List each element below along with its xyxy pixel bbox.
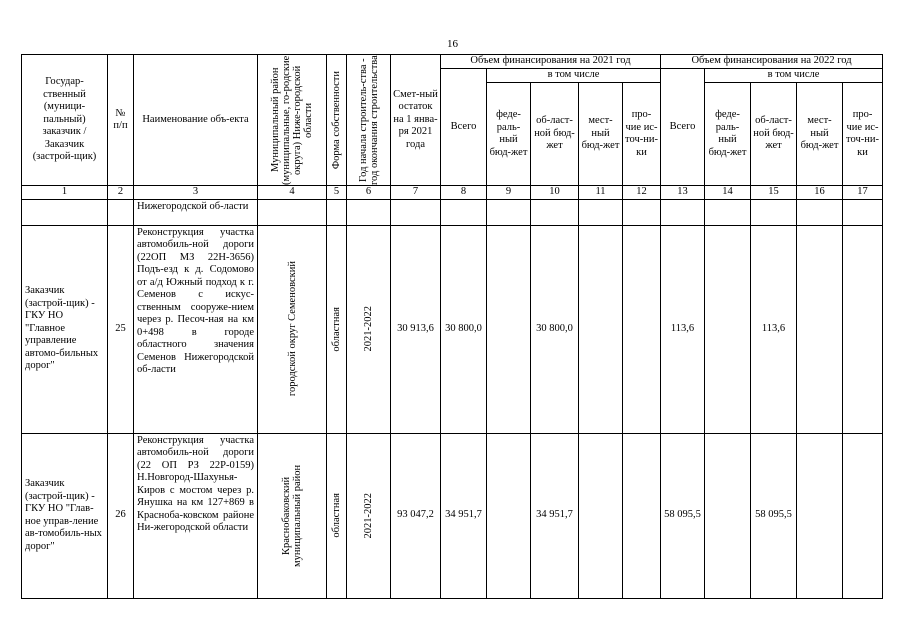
object-name-cell: Нижегородской об-ласти: [134, 199, 258, 225]
header-incl-2021: в том числе: [487, 69, 661, 83]
object-name-cell: Реконструкция участка автомобиль-ной дороги (22ОП МЗ 22Н-3656) Подъ-езд к д. Содомово от а/д Южный подход к г. Семенов с искус-ственным сооруже-нием через р. Песоч-ная на км 0+498 в городе областного значения Семенов Нижегородской об-ласти: [134, 225, 258, 433]
column-number: 2: [108, 186, 134, 200]
column-number: 6: [347, 186, 391, 200]
years-cell: 2021-2022: [347, 433, 391, 598]
column-number: 15: [751, 186, 797, 200]
balance-cell: 93 047,2: [391, 433, 441, 598]
total-2021-cell: 30 800,0: [441, 225, 487, 433]
header-customer: Государ-ственный (муници-пальный) заказчик / Заказчик (застрой-щик): [22, 55, 108, 186]
column-number: 14: [705, 186, 751, 200]
header-federal-2022: феде-раль-ный бюд-жет: [705, 83, 751, 186]
header-object-name: Наименование объ-екта: [134, 55, 258, 186]
federal-2021-cell: [487, 433, 531, 598]
district-cell: городской округ Семеновский: [258, 225, 327, 433]
regional-2021-cell: 30 800,0: [531, 225, 579, 433]
ownership-cell: областная: [327, 225, 347, 433]
customer-cell: Заказчик (застрой-щик) - ГКУ НО "Главное управление автомо-бильных дорог": [22, 225, 108, 433]
header-estimated-balance: Смет-ный остаток на 1 янва-ря 2021 года: [391, 55, 441, 186]
financing-table: [21, 54, 883, 599]
header-municipal-district: Муниципальный район (муниципальные, го-родские округа) Ниже-городской области: [258, 55, 327, 186]
continuation-row: [22, 199, 883, 225]
column-number: 4: [258, 186, 327, 200]
federal-2022-cell: [705, 433, 751, 598]
other-2022-cell: [843, 225, 883, 433]
column-number: 8: [441, 186, 487, 200]
header-local-2022: мест-ный бюд-жет: [797, 83, 843, 186]
header-federal-2021: феде-раль-ный бюд-жет: [487, 83, 531, 186]
district-cell: Краснобаковский муниципальный район: [258, 433, 327, 598]
balance-cell: 30 913,6: [391, 225, 441, 433]
federal-2021-cell: [487, 225, 531, 433]
regional-2022-cell: 58 095,5: [751, 433, 797, 598]
table-row: [22, 433, 883, 598]
column-number: 5: [327, 186, 347, 200]
other-2021-cell: [623, 225, 661, 433]
federal-2022-cell: [705, 225, 751, 433]
ownership-cell: областная: [327, 433, 347, 598]
header-regional-2021: об-ласт-ной бюд-жет: [531, 83, 579, 186]
header-financing-2021: Объем финансирования на 2021 год: [441, 55, 661, 69]
local-2022-cell: [797, 433, 843, 598]
header-regional-2022: об-ласт-ной бюд-жет: [751, 83, 797, 186]
years-cell: 2021-2022: [347, 225, 391, 433]
local-2022-cell: [797, 225, 843, 433]
customer-cell: Заказчик (застрой-щик) - ГКУ НО "Глав-ное управ-ление ав-томобиль-ных дорог": [22, 433, 108, 598]
header-financing-2022: Объем финансирования на 2022 год: [661, 55, 883, 69]
other-2021-cell: [623, 433, 661, 598]
page-number: 16: [447, 38, 458, 50]
table-row: [22, 225, 883, 433]
total-2021-cell: 34 951,7: [441, 433, 487, 598]
header-other-2021: про-чие ис-точ-ни-ки: [623, 83, 661, 186]
num-cell: 25: [108, 225, 134, 433]
column-number: 7: [391, 186, 441, 200]
header-local-2021: мест-ный бюд-жет: [579, 83, 623, 186]
object-name-cell: Реконструкция участка автомобиль-ной дороги (22 ОП РЗ 22Р-0159) Н.Новгород-Шахунья-Киров с мостом через р. Янушка на км 127+869 в Краснoба-ковском районе Ни-жегородской области: [134, 433, 258, 598]
header-num: № п/п: [108, 55, 134, 186]
regional-2022-cell: 113,6: [751, 225, 797, 433]
other-2022-cell: [843, 433, 883, 598]
header-incl-2022: в том числе: [705, 69, 883, 83]
column-number: 12: [623, 186, 661, 200]
column-number: 9: [487, 186, 531, 200]
total-2022-cell: 113,6: [661, 225, 705, 433]
header-total-2022: Всего: [661, 69, 705, 186]
header-ownership: Форма собственности: [327, 55, 347, 186]
column-number: 10: [531, 186, 579, 200]
column-number: 16: [797, 186, 843, 200]
header-total-2021: Всего: [441, 69, 487, 186]
local-2021-cell: [579, 225, 623, 433]
total-2022-cell: 58 095,5: [661, 433, 705, 598]
regional-2021-cell: 34 951,7: [531, 433, 579, 598]
column-number: 13: [661, 186, 705, 200]
num-cell: 26: [108, 433, 134, 598]
header-years: Год начала строитель-ства - год окончания строительства: [347, 55, 391, 186]
header-other-2022: про-чие ис-точ-ни-ки: [843, 83, 883, 186]
column-number: 1: [22, 186, 108, 200]
column-number: 17: [843, 186, 883, 200]
column-number-row: [22, 186, 883, 200]
column-number: 11: [579, 186, 623, 200]
local-2021-cell: [579, 433, 623, 598]
column-number: 3: [134, 186, 258, 200]
